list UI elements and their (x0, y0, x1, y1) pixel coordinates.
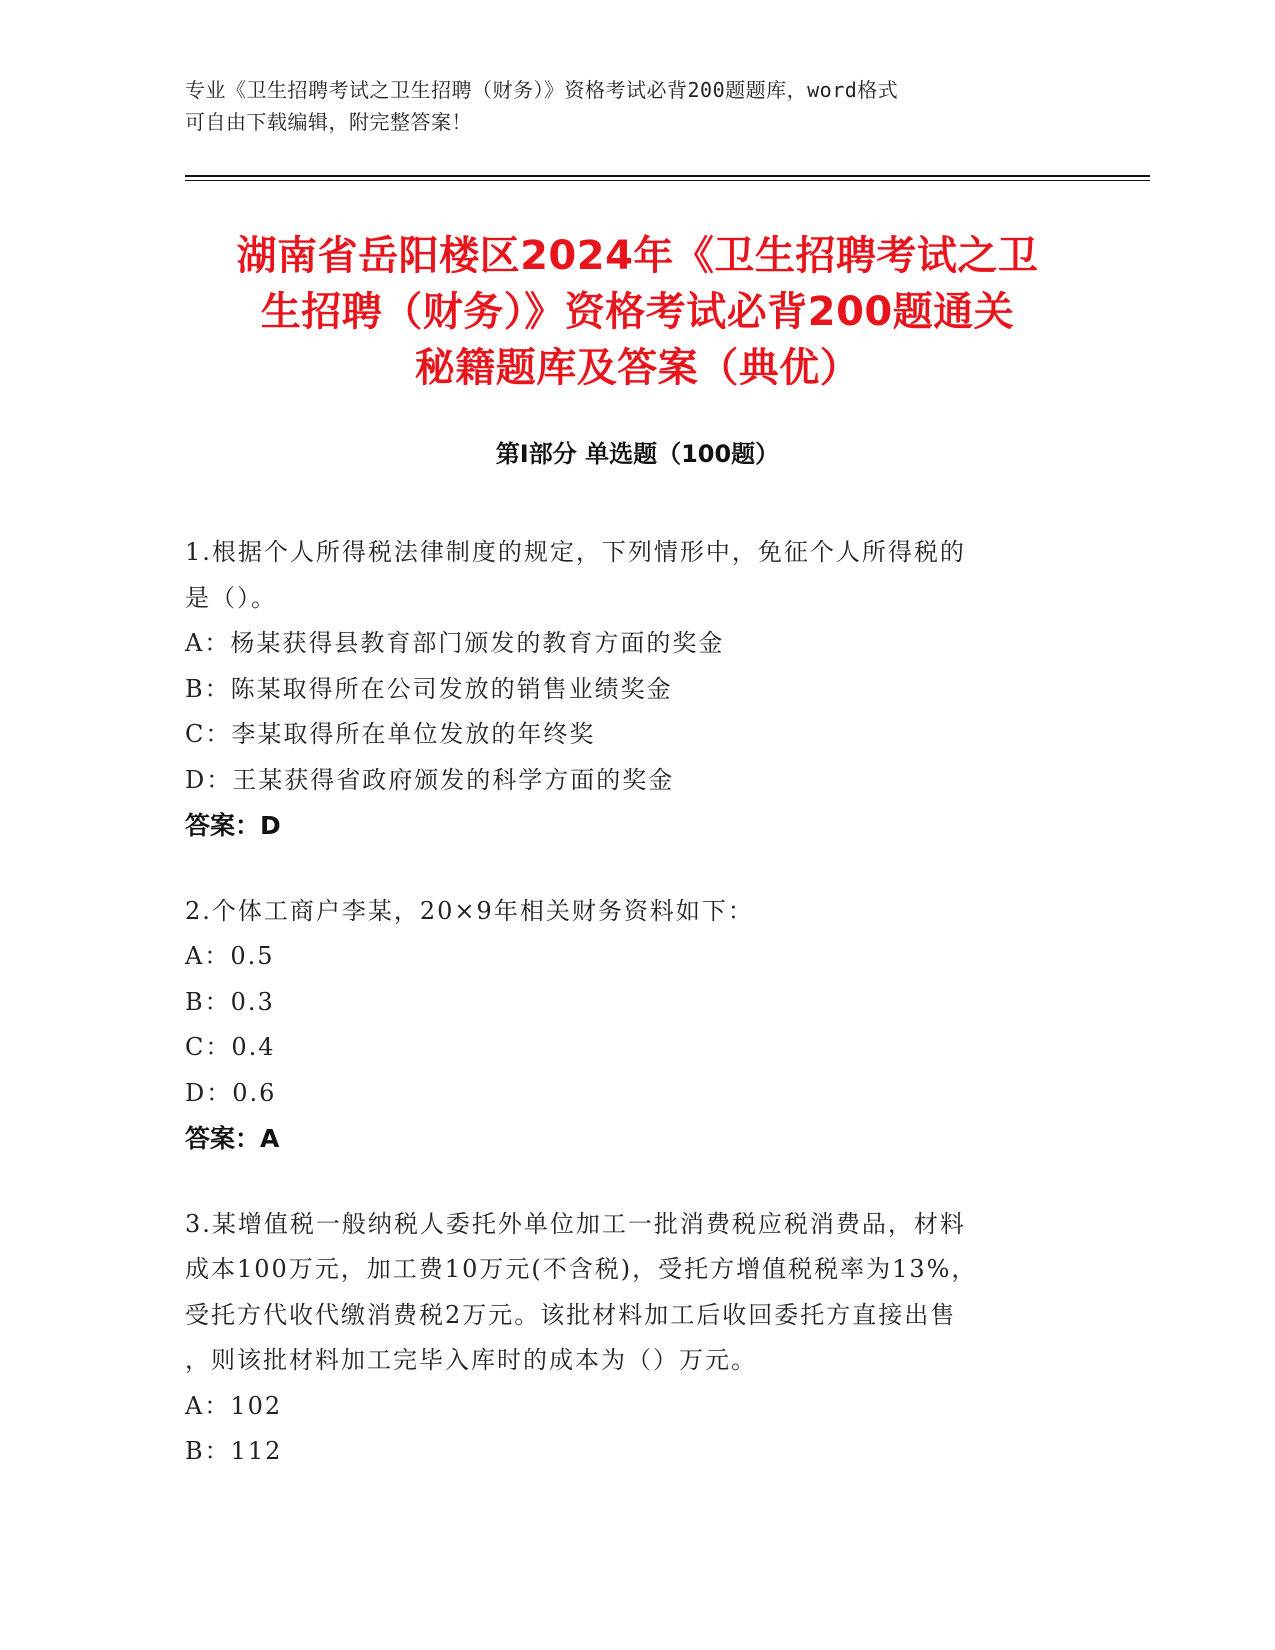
option-b: B：112 (185, 1437, 283, 1465)
option-a: A：0.5 (185, 942, 275, 970)
title-line-3: 秘籍题库及答案（典优） (414, 345, 861, 391)
question-stem-line: 是（）。 (185, 583, 277, 612)
question-stem-line: 1.根据个人所得税法律制度的规定，下列情形中，免征个人所得税的 (185, 538, 966, 566)
header-rule-thin (185, 180, 1150, 181)
header-note-line-2: 可自由下载编辑，附完整答案！ (185, 110, 472, 134)
question-1 (185, 530, 1070, 849)
question-stem-line: 2.个体工商户李某，20×9年相关财务资料如下： (185, 896, 754, 925)
question-stem-line: 3.某增值税一般纳税人委托外单位加工一批消费税应税消费品，材料 (185, 1209, 966, 1238)
question-2 (185, 889, 1070, 1162)
answer: 答案：D (185, 811, 281, 840)
question-stem-line: 成本100万元，加工费10万元(不含税)，受托方增值税税率为13%， (185, 1255, 978, 1283)
header-note-line-1: 专业《卫生招聘考试之卫生招聘（财务）》资格考试必背200题题库，word格式 (185, 78, 899, 102)
title-line-2: 生招聘（财务）》资格考试必背200题通关 (260, 289, 1015, 335)
header-rule-thick (185, 175, 1150, 177)
option-d: D：0.6 (185, 1078, 277, 1107)
question-stem-line: 受托方代收代缴消费税2万元。该批材料加工后收回委托方直接出售 (185, 1300, 957, 1329)
option-c: C：0.4 (185, 1033, 276, 1061)
question-stem-line: ，则该批材料加工完毕入库时的成本为（）万元。 (185, 1346, 757, 1374)
option-a: A：杨某获得县教育部门颁发的教育方面的奖金 (185, 629, 725, 657)
question-3 (185, 1202, 1070, 1475)
document-title (165, 228, 1110, 396)
option-c: C：李某取得所在单位发放的年终奖 (185, 720, 596, 748)
option-a: A：102 (185, 1391, 283, 1420)
answer: 答案：A (185, 1124, 280, 1153)
option-b: B：0.3 (185, 987, 275, 1016)
question-list (185, 530, 1070, 1515)
option-b: B：陈某取得所在公司发放的销售业绩奖金 (185, 674, 673, 703)
option-d: D：王某获得省政府颁发的科学方面的奖金 (185, 765, 675, 794)
section-heading: 第Ⅰ部分 单选题（100题） (495, 440, 780, 468)
header-note (185, 74, 1065, 138)
title-line-1: 湖南省岳阳楼区2024年《卫生招聘考试之卫 (236, 233, 1039, 279)
